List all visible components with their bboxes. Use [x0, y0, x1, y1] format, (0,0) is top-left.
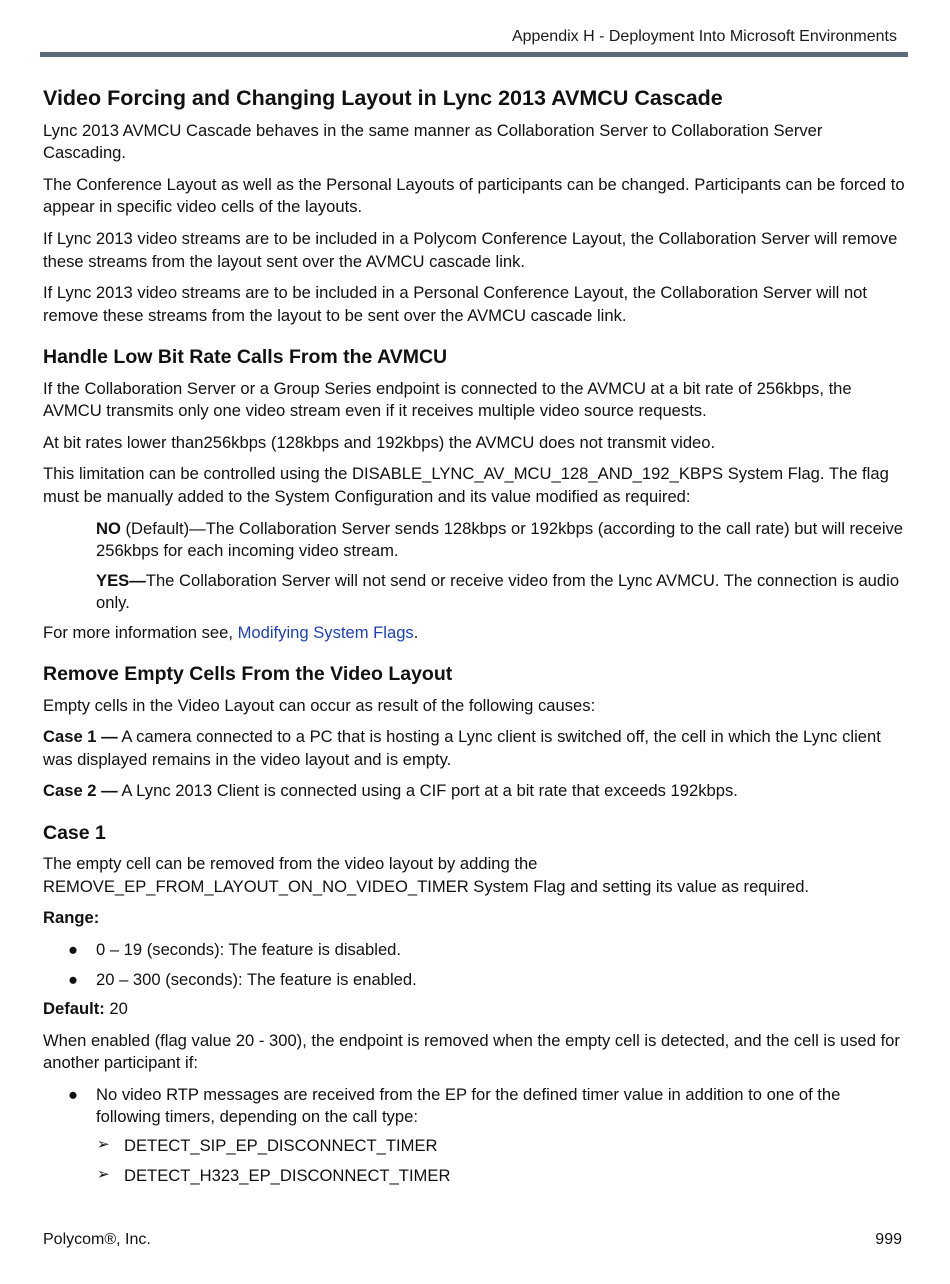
condition-list [43, 1084, 905, 1129]
heading-case-1: Case 1 [43, 821, 106, 844]
paragraph: If Lync 2013 video streams are to be included in a Polycom Conference Layout, the Collaboration Server will remove these streams from the layout sent over the AVMCU cascade link. [43, 229, 898, 271]
heading-low-bit-rate: Handle Low Bit Rate Calls From the AVMCU [43, 346, 448, 369]
paragraph: When enabled (flag value 20 - 300), the endpoint is removed when the empty cell is detected, and the cell is used for another participant if: [43, 1030, 900, 1073]
header-divider [40, 52, 908, 57]
option-text: The Collaboration Server will not send or receive video from the Lync AVMCU. The connection is audio only. [96, 570, 900, 613]
footer-company: Polycom®, Inc. [43, 1231, 151, 1248]
page-content [43, 86, 905, 1194]
paragraph: At bit rates lower than256kbps (128kbps and 192kbps) the AVMCU does not transmit video. [43, 432, 716, 452]
paragraph: This limitation can be controlled using the DISABLE_LYNC_AV_MCU_128_AND_192_KBPS System Flag. The flag must be manually added to the System Configuration and its value modified as required: [43, 464, 889, 506]
page-number: 999 [875, 1231, 902, 1248]
list-item: ● 20 – 300 (seconds): The feature is enabled. [43, 969, 905, 992]
flag-option-yes [96, 570, 905, 615]
timer-list [43, 1135, 905, 1187]
paragraph: If Lync 2013 video streams are to be included in a Personal Conference Layout, the Collaboration Server will not remove these streams from the layout to be sent over the AVMCU cascade link. [43, 283, 868, 325]
range-label: Range: [43, 908, 100, 928]
list-item: ● 0 – 19 (seconds): The feature is disabled. [43, 939, 905, 962]
case-1-paragraph: Case 1 — A camera connected to a PC that is hosting a Lync client is switched off, the cell in which the Lync client was displayed remains in the video layout and is empty. [43, 727, 881, 769]
paragraph: Lync 2013 AVMCU Cascade behaves in the same manner as Collaboration Server to Collaboration Server Cascading. [43, 120, 823, 163]
paragraph: Empty cells in the Video Layout can occur as result of the following causes: [43, 695, 596, 715]
arrow-bullet-icon: ➢ [97, 1165, 110, 1183]
paragraph: The Conference Layout as well as the Personal Layouts of participants can be changed. Participants can be forced to appear in specific video cells of the layouts. [43, 174, 905, 217]
running-header: Appendix H - Deployment Into Microsoft Environments [511, 28, 897, 45]
option-label: NO [96, 518, 121, 538]
list-item: ● No video RTP messages are received from the EP for the defined timer value in addition to one of the following timers, depending on the call type: [68, 1084, 841, 1127]
bullet-icon: ● [68, 940, 79, 960]
more-info-paragraph: For more information see, Modifying System Flags. [43, 622, 419, 642]
flag-option-no [96, 518, 905, 563]
modifying-system-flags-link[interactable]: Modifying System Flags [237, 622, 414, 642]
paragraph: The empty cell can be removed from the video layout by adding the REMOVE_EP_FROM_LAYOUT_ON_NO_VIDEO_TIMER System Flag and setting its value as required. [43, 854, 810, 896]
case-2-paragraph: Case 2 — A Lync 2013 Client is connected using a CIF port at a bit rate that exceeds 192kbps. [43, 781, 738, 801]
arrow-bullet-icon: ➢ [97, 1135, 110, 1153]
range-list [43, 939, 905, 991]
list-item: ➢ DETECT_SIP_EP_DISCONNECT_TIMER [97, 1135, 438, 1155]
option-text: (Default)—The Collaboration Server sends 128kbps or 192kbps (according to the call rate) but will receive 256kbps for each incoming video stream. [96, 518, 904, 561]
option-label: YES— [96, 570, 146, 590]
heading-remove-empty-cells: Remove Empty Cells From the Video Layout [43, 663, 453, 686]
list-item: ➢ DETECT_H323_EP_DISCONNECT_TIMER [97, 1165, 451, 1185]
paragraph: If the Collaboration Server or a Group Series endpoint is connected to the AVMCU at a bit rate of 256kbps, the AVMCU transmits only one video stream even if it receives multiple video source requests. [43, 378, 852, 421]
default-value-line: Default: 20 [43, 999, 128, 1019]
bullet-icon: ● [68, 969, 79, 989]
heading-video-forcing: Video Forcing and Changing Layout in Lync 2013 AVMCU Cascade [43, 86, 723, 110]
bullet-icon: ● [68, 1084, 79, 1104]
